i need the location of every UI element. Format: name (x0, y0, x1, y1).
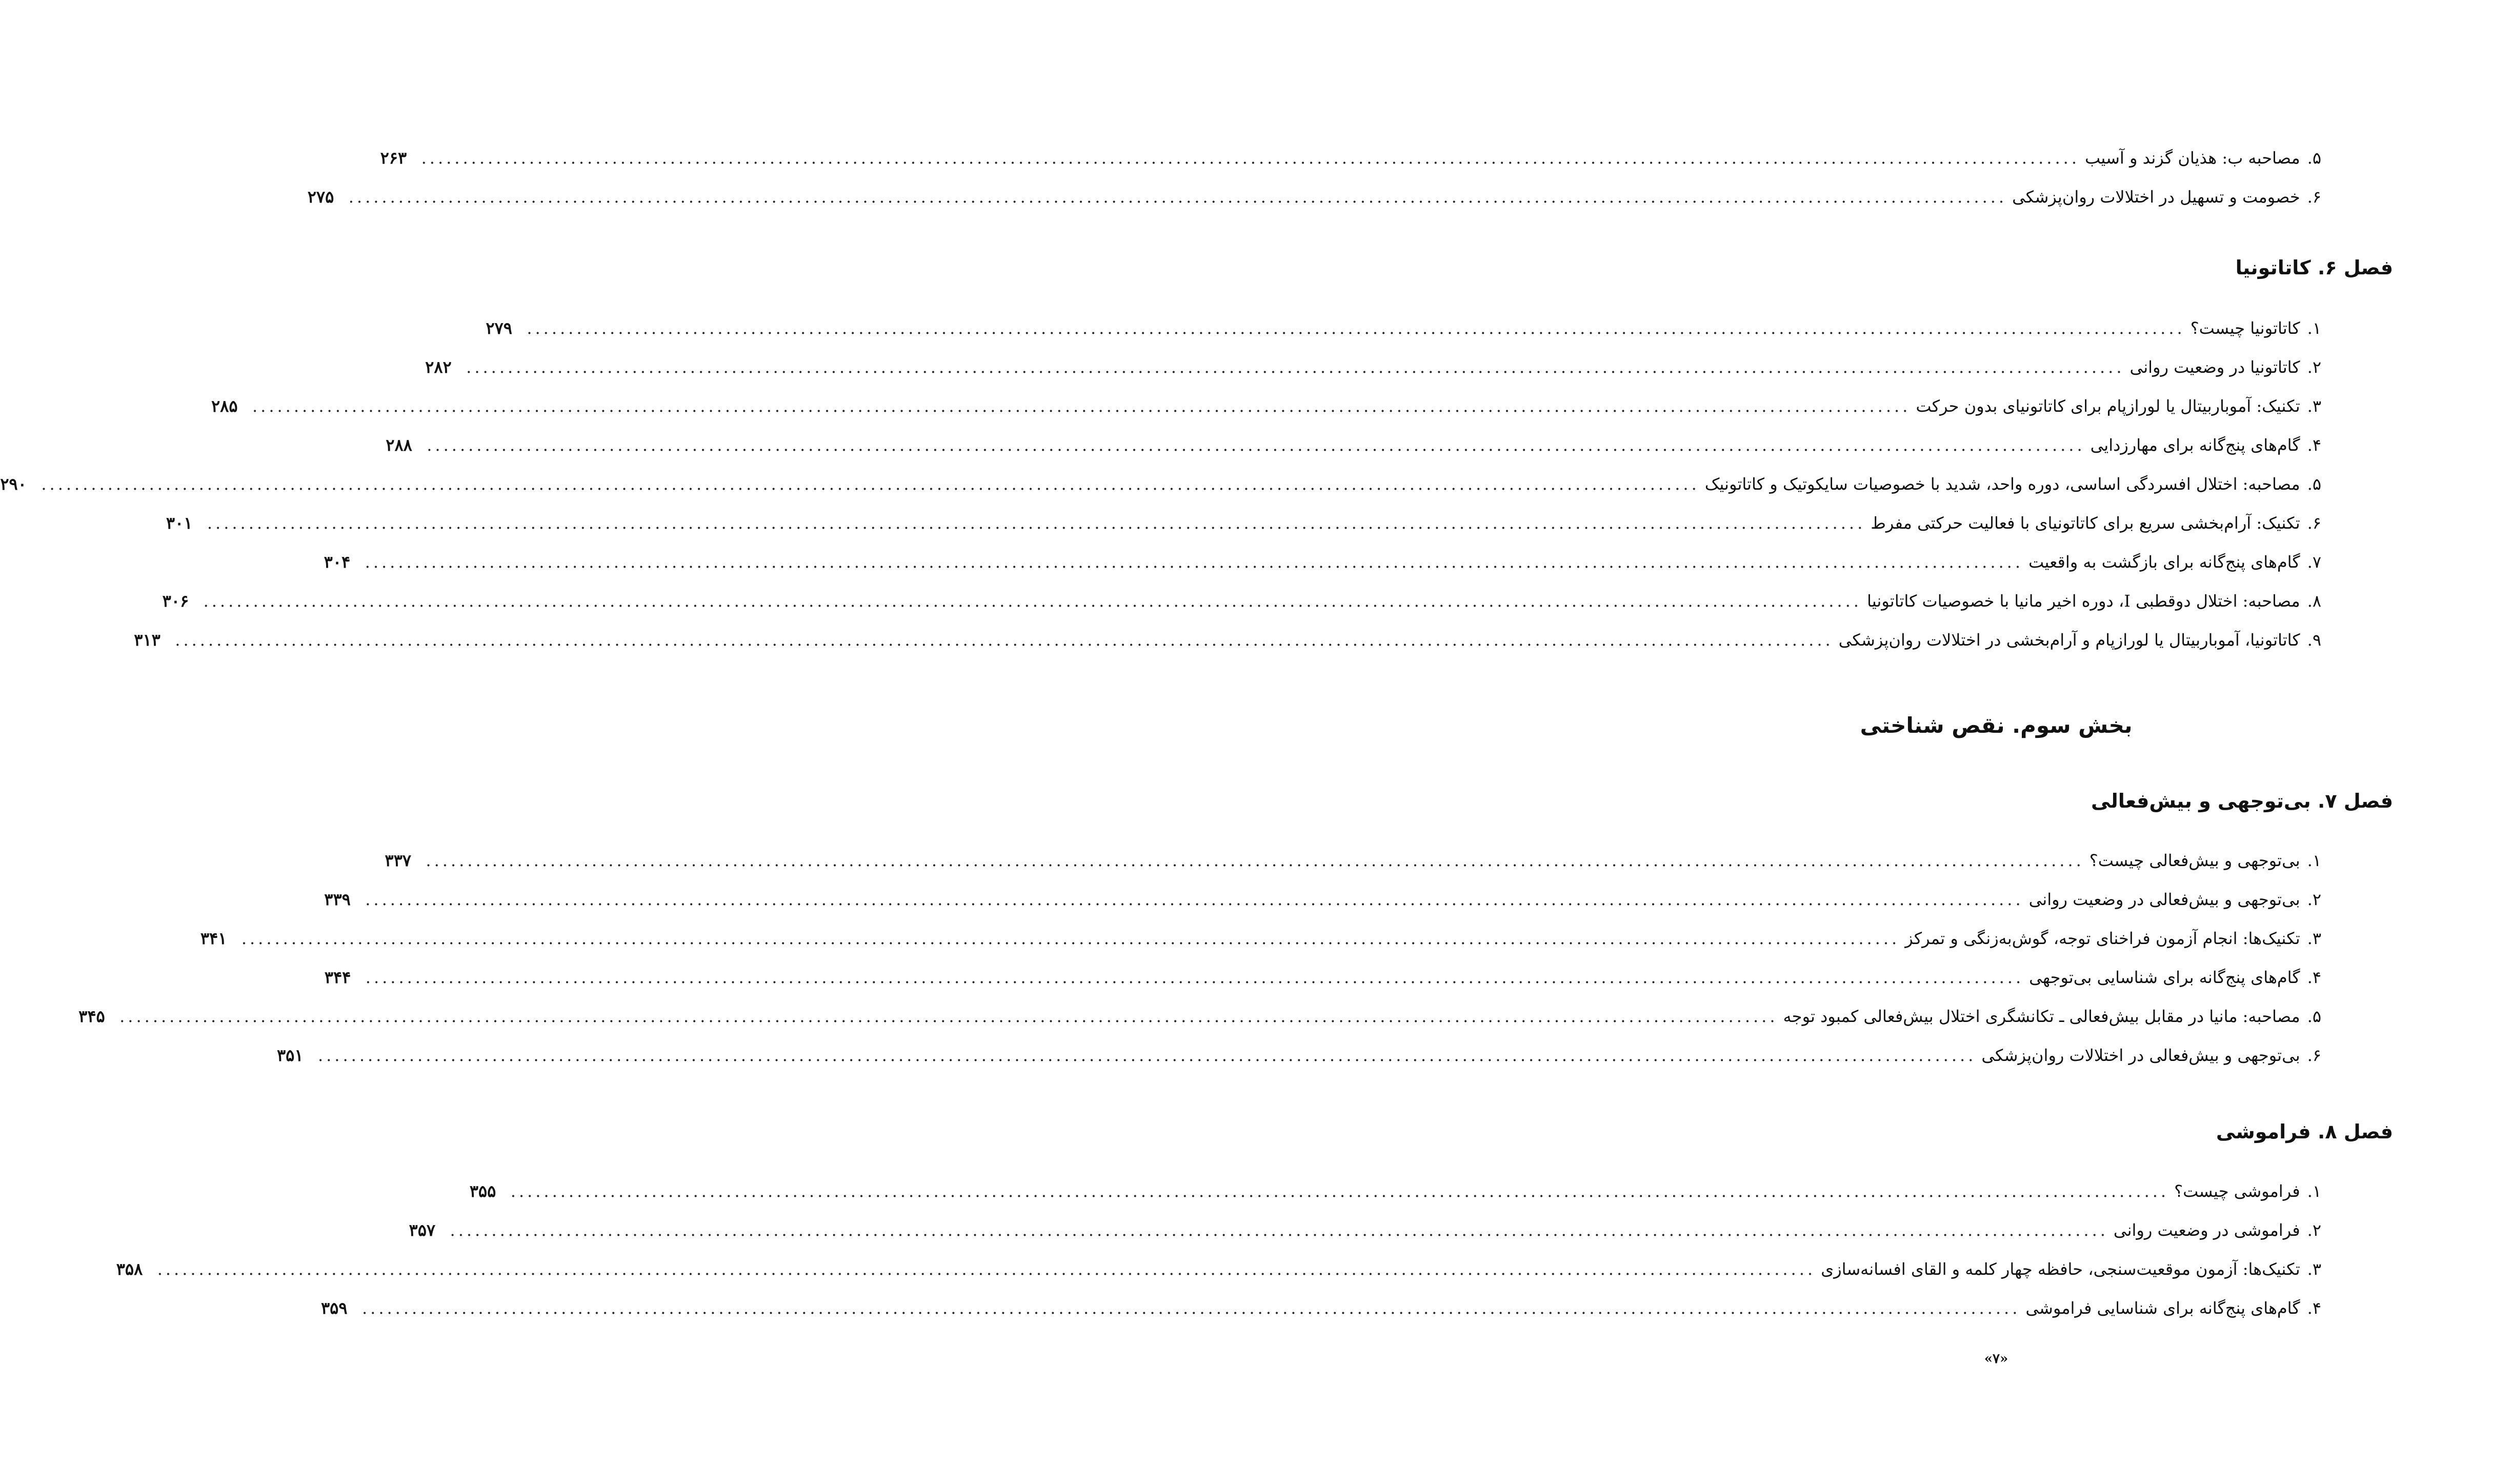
toc-leader-dots (119, 997, 1778, 1036)
toc-entry-page: ۳۴۱ (200, 929, 227, 948)
toc-entry (276, 1036, 2321, 1075)
toc-entry-page: ۲۹۰ (0, 474, 27, 494)
toc-entry-number: ۵. (2307, 1007, 2321, 1026)
toc-entry (486, 309, 2321, 348)
toc-entry-page: ۳۳۷ (385, 851, 411, 870)
chapter-6-heading: فصل ۶. کاتاتونیا (2235, 256, 2393, 279)
toc-entry-title: گام‌های پنج‌گانه برای شناسایی بی‌توجهی (2029, 968, 2300, 987)
toc-entry (385, 841, 2321, 880)
toc-leader-dots (450, 1211, 2108, 1250)
toc-entry-page: ۲۷۵ (307, 187, 334, 207)
toc-entry-title: گام‌های پنج‌گانه برای بازگشت به واقعیت (2028, 552, 2300, 572)
toc-entry-page: ۲۸۵ (211, 396, 238, 416)
toc-entry-number: ۶. (2307, 1046, 2321, 1065)
toc-entry-page: ۲۷۹ (486, 318, 512, 338)
toc-leader-dots (318, 1036, 1976, 1075)
toc-entry-number: ۷. (2307, 552, 2321, 572)
toc-entry-number: ۹. (2307, 630, 2321, 650)
toc-entry-page: ۳۰۶ (162, 591, 189, 611)
toc-list-chapter-7 (78, 841, 2321, 1075)
toc-entry-number: ۲. (2307, 890, 2321, 909)
toc-entry-number: ۴. (2307, 968, 2321, 987)
toc-entry (469, 1172, 2321, 1211)
toc-entry-page: ۳۴۴ (324, 968, 351, 987)
toc-leader-dots (466, 348, 2124, 387)
toc-entry-title: مصاحبه: اختلال دوقطبی I، دوره اخیر مانیا با خصوصیات کاتاتونیا (1866, 591, 2300, 611)
toc-entry-page: ۳۳۹ (324, 890, 351, 909)
toc-entry-number: ۳. (2307, 396, 2321, 416)
toc-leader-dots (527, 309, 2185, 348)
toc-entry-title: گام‌های پنج‌گانه برای شناسایی فراموشی (2025, 1298, 2300, 1318)
toc-entry-title: کاتاتونیا در وضعیت روانی (2130, 357, 2300, 377)
toc-leader-dots (426, 841, 2084, 880)
toc-leader-dots (204, 581, 1862, 620)
toc-entry-title: مصاحبه: اختلال افسردگی اساسی، دوره واحد، شدید با خصوصیات سایکوتیک و کاتاتونیک (1704, 474, 2300, 494)
toc-entry-title: کاتاتونیا چیست؟ (2190, 318, 2300, 338)
toc-entry-page: ۳۰۱ (166, 513, 193, 533)
toc-entry-title: گام‌های پنج‌گانه برای مهارزدایی (2090, 435, 2300, 455)
part-3-heading: بخش سوم. نقص شناختی (1860, 713, 2133, 738)
toc-entry (134, 620, 2321, 659)
toc-entry-title: بی‌توجهی و بیش‌فعالی چیست؟ (2089, 851, 2300, 870)
toc-entry-title: تکنیک: آرام‌بخشی سریع برای کاتاتونیای با فعالیت حرکتی مفرط (1871, 513, 2300, 533)
toc-entry (320, 1289, 2321, 1328)
toc-entry-title: بی‌توجهی و بیش‌فعالی در وضعیت روانی (2028, 890, 2300, 909)
toc-leader-dots (362, 1289, 2020, 1328)
toc-entry-page: ۲۶۳ (380, 148, 407, 168)
toc-leader-dots (41, 465, 1699, 504)
toc-entry-number: ۲. (2307, 1220, 2321, 1240)
toc-list-top (307, 138, 2321, 216)
toc-entry-number: ۸. (2307, 591, 2321, 611)
toc-entry-number: ۶. (2307, 513, 2321, 533)
toc-entry (307, 177, 2321, 216)
toc-entry-title: فراموشی در وضعیت روانی (2113, 1220, 2300, 1240)
toc-leader-dots (511, 1172, 2169, 1211)
toc-entry-page: ۳۴۵ (78, 1007, 105, 1026)
toc-entry-number: ۴. (2307, 1298, 2321, 1318)
toc-entry-number: ۲. (2307, 357, 2321, 377)
toc-leader-dots (157, 1250, 1816, 1289)
toc-entry-title: مصاحبه: مانیا در مقابل بیش‌فعالی ـ تکانشگری اختلال بیش‌فعالی کمبود توجه (1783, 1007, 2300, 1026)
toc-leader-dots (421, 138, 2080, 177)
toc-entry (324, 958, 2321, 997)
toc-entry (0, 465, 2321, 504)
toc-entry-number: ۵. (2307, 148, 2321, 168)
toc-leader-dots (175, 620, 1833, 659)
toc-entry (324, 880, 2321, 919)
toc-entry-number: ۳. (2307, 1259, 2321, 1279)
toc-entry-title: کاتاتونیا، آموباربیتال یا لورازپام و آرام‌بخشی در اختلالات روان‌پزشکی (1838, 630, 2300, 650)
toc-list-chapter-8 (116, 1172, 2321, 1328)
toc-leader-dots (207, 504, 1865, 543)
toc-entry-number: ۱. (2307, 1181, 2321, 1201)
toc-entry-page: ۲۸۸ (386, 435, 412, 455)
toc-entry-page: ۲۸۲ (425, 357, 452, 377)
toc-entry-page: ۳۵۸ (116, 1259, 143, 1279)
page-number: «۷» (1984, 1351, 2008, 1367)
toc-entry (386, 426, 2321, 465)
toc-leader-dots (365, 543, 2023, 581)
toc-entry-title: تکنیک: آموباربیتال یا لورازپام برای کاتاتونیای بدون حرکت (1916, 396, 2300, 416)
toc-entry-title: خصومت و تسهیل در اختلالات روان‌پزشکی (2012, 187, 2300, 207)
toc-entry (78, 997, 2321, 1036)
toc-entry-number: ۳. (2307, 929, 2321, 948)
toc-entry-number: ۶. (2307, 187, 2321, 207)
toc-entry (324, 543, 2321, 581)
toc-entry (380, 138, 2321, 177)
toc-entry (166, 504, 2321, 543)
toc-leader-dots (252, 387, 1911, 426)
toc-leader-dots (427, 426, 2085, 465)
toc-entry-page: ۳۰۴ (324, 552, 351, 572)
toc-entry-title: فراموشی چیست؟ (2174, 1181, 2300, 1201)
toc-entry-page: ۳۵۵ (469, 1181, 496, 1201)
toc-entry (116, 1250, 2321, 1289)
toc-entry (425, 348, 2321, 387)
toc-entry-page: ۳۵۱ (276, 1046, 304, 1065)
toc-entry-page: ۳۵۹ (320, 1298, 348, 1318)
toc-entry-title: تکنیک‌ها: انجام آزمون فراخنای توجه، گوش‌به‌زنگی و تمرکز (1905, 929, 2300, 948)
chapter-7-heading: فصل ۷. بی‌توجهی و بیش‌فعالی (2091, 790, 2393, 812)
toc-leader-dots (242, 919, 1900, 958)
toc-entry-number: ۱. (2307, 851, 2321, 870)
toc-entry-number: ۱. (2307, 318, 2321, 338)
toc-list-chapter-6 (0, 309, 2321, 659)
toc-entry-page: ۳۵۷ (409, 1220, 436, 1240)
toc-entry (200, 919, 2321, 958)
toc-entry-title: تکنیک‌ها: آزمون موقعیت‌سنجی، حافظه چهار کلمه و القای افسانه‌سازی (1821, 1259, 2300, 1279)
toc-entry-number: ۵. (2307, 474, 2321, 494)
toc-entry (162, 581, 2321, 620)
chapter-8-heading: فصل ۸. فراموشی (2216, 1120, 2393, 1143)
toc-entry (211, 387, 2321, 426)
toc-entry-title: مصاحبه ب: هذیان گزند و آسیب (2084, 148, 2300, 168)
toc-leader-dots (366, 958, 2024, 997)
toc-entry-title: بی‌توجهی و بیش‌فعالی در اختلالات روان‌پزشکی (1981, 1046, 2300, 1065)
toc-leader-dots (365, 880, 2023, 919)
toc-leader-dots (349, 177, 2007, 216)
toc-entry-page: ۳۱۳ (134, 630, 160, 650)
toc-entry-number: ۴. (2307, 435, 2321, 455)
toc-entry (409, 1211, 2321, 1250)
